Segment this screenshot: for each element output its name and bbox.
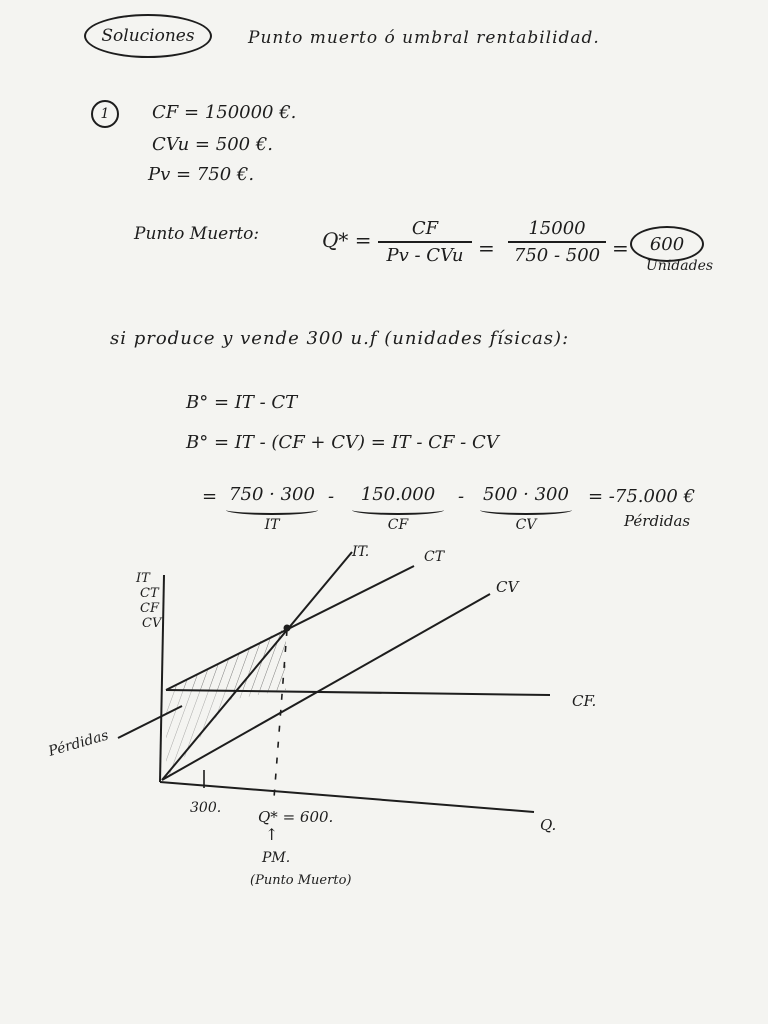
given-sale-price: Pv = 750 €. <box>148 164 255 185</box>
given-unit-variable-cost: CVu = 500 €. <box>152 134 273 155</box>
term-cf-value: 150.000 <box>360 484 436 505</box>
fraction-formula-denominator: Pv - CVu <box>386 245 464 266</box>
cv-line-label: CV <box>496 578 519 596</box>
term-cv-value: 500 · 300 <box>483 484 569 505</box>
fraction-numeric-denominator: 750 - 500 <box>513 245 601 266</box>
arrow-up: ↑ <box>265 825 279 844</box>
profit-line-2: B° = IT - (CF + CV) = IT - CF - CV <box>186 432 499 453</box>
cf-line-label: CF. <box>572 692 597 710</box>
pm-label: PM. <box>262 850 291 866</box>
given-fixed-cost: CF = 150000 €. <box>152 102 297 123</box>
fraction-numeric-numerator: 15000 <box>528 218 586 239</box>
scenario-text: si produce y vende 300 u.f (unidades físicas): <box>110 328 570 349</box>
y-axis-label-it: IT <box>136 571 150 586</box>
break-even-unit: Unidades <box>646 258 714 274</box>
q-star-symbol: Q* = <box>322 228 372 252</box>
break-even-label: Punto Muerto: <box>134 224 260 244</box>
profit-line-1: B° = IT - CT <box>186 392 298 413</box>
term-cv-label: CV <box>515 517 537 533</box>
profit-line-3-equals: = <box>202 486 218 507</box>
fraction-formula-numerator: CF <box>411 218 439 239</box>
it-line-label: IT. <box>352 544 370 560</box>
break-even-result: 600 <box>649 233 685 255</box>
pm-note: (Punto Muerto) <box>250 873 352 888</box>
tick-300-label: 300. <box>190 800 222 816</box>
y-axis-label-ct: CT <box>140 586 159 601</box>
it-line <box>162 552 352 780</box>
y-axis <box>160 575 164 782</box>
profit-result: = -75.000 € <box>588 486 696 507</box>
minus-sign: - <box>328 486 335 507</box>
tick-q-label: Q* = 600. <box>258 808 334 826</box>
equals-sign: = <box>478 236 495 260</box>
y-axis-label-cv: CV <box>142 616 162 631</box>
x-axis-label: Q. <box>540 816 557 834</box>
ct-line-label: CT <box>424 549 445 565</box>
losses-label: Pérdidas <box>46 727 111 760</box>
profit-result-note: Pérdidas <box>624 512 691 530</box>
subtitle-text: Punto muerto ó umbral rentabilidad. <box>248 28 600 48</box>
title-text: Soluciones <box>101 26 195 46</box>
term-cf-label: CF <box>387 517 409 533</box>
term-it-value: 750 · 300 <box>229 484 315 505</box>
term-it-label: IT <box>264 517 280 533</box>
problem-number: 1 <box>100 106 110 122</box>
equals-sign: = <box>612 236 629 260</box>
minus-sign: - <box>458 486 465 507</box>
y-axis-label-cf: CF <box>140 601 159 616</box>
